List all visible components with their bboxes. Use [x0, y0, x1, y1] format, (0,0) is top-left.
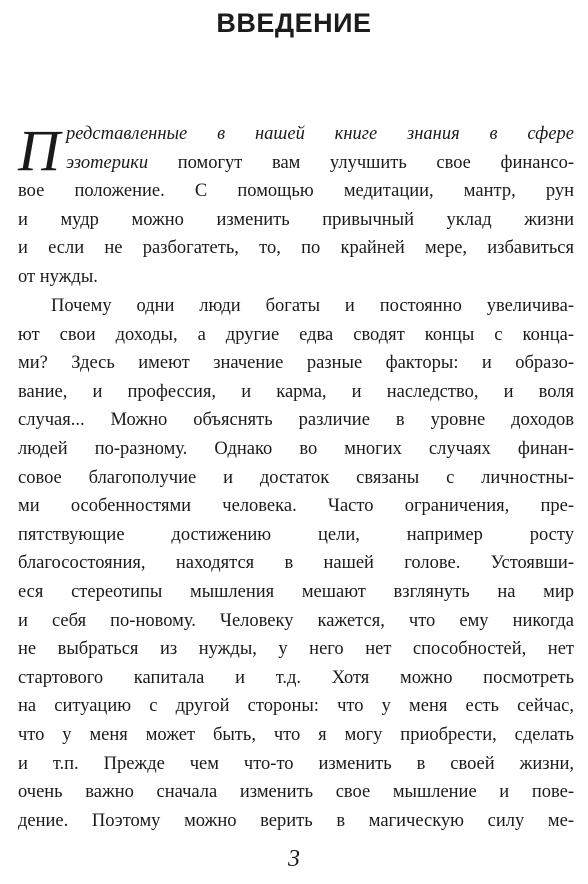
text-line: на ситуацию с другой стороны: что у меня есть сейчас, [18, 696, 574, 717]
text-line: случая... Можно объяснять различие в уровне доходов [18, 410, 574, 431]
text-line: редставленные в нашей книге знания в сфере [66, 124, 574, 144]
text-line: Почему одни люди богаты и постоянно увеличива- [51, 296, 574, 316]
text-line: и себя по-новому. Человеку кажется, что ему никогда [18, 610, 574, 631]
page-number: 3 [288, 846, 300, 872]
text-line: ют свои доходы, а другие едва сводят концы с конца- [18, 324, 574, 345]
text-line: и т.п. Прежде чем что-то изменить в своей жизни, [18, 753, 574, 774]
text-line: очень важно сначала изменить свое мышление и пове- [18, 782, 574, 803]
paragraph-1 [18, 120, 574, 292]
text-line: людей по-разному. Однако во многих случаях финан- [18, 438, 574, 459]
text-line: совое благополучие и достаток связаны с личностны- [18, 467, 574, 488]
dropcap-letter: П [18, 118, 60, 183]
text-line: еся стереотипы мышления мешают взглянуть на мир [18, 581, 574, 602]
text-line: не выбраться из нужды, у него нет способностей, нет [18, 639, 574, 660]
text-line: ми особенностями человека. Часто ограничения, пре- [18, 496, 574, 517]
text-line: что у меня может быть, что я могу приобрести, сделать [18, 724, 574, 745]
dropcap-block [18, 118, 574, 183]
chapter-heading: ВВЕДЕНИЕ [216, 8, 372, 38]
italic-term: эзотерики [66, 152, 149, 173]
text-line: пятствующие достижению цели, например росту [18, 524, 574, 545]
text-line: и мудр можно изменить привычный уклад жизни [18, 209, 574, 230]
text-line: ми? Здесь имеют значение разные факторы: и образо- [18, 353, 574, 374]
text-line: стартового капитала и т.д. Хотя можно посмотреть [18, 667, 574, 688]
text-line [18, 149, 574, 178]
text-line: дение. Поэтому можно верить в магическую силу ме- [18, 810, 574, 831]
text-line-continuation: помогут вам улучшить свое финансо- [148, 152, 574, 173]
text-line: благосостояния, находятся в нашей голове. Устоявши- [18, 553, 574, 574]
text-line: от нужды. [18, 266, 98, 287]
paragraph-2 [18, 292, 574, 835]
text-line: вое положение. С помощью медитации, мантр, рун [18, 181, 574, 202]
text-line: и если не разбогатеть, то, по крайней мере, избавиться [18, 238, 574, 259]
text-line: вание, и профессия, и карма, и наследство, и воля [18, 381, 574, 402]
